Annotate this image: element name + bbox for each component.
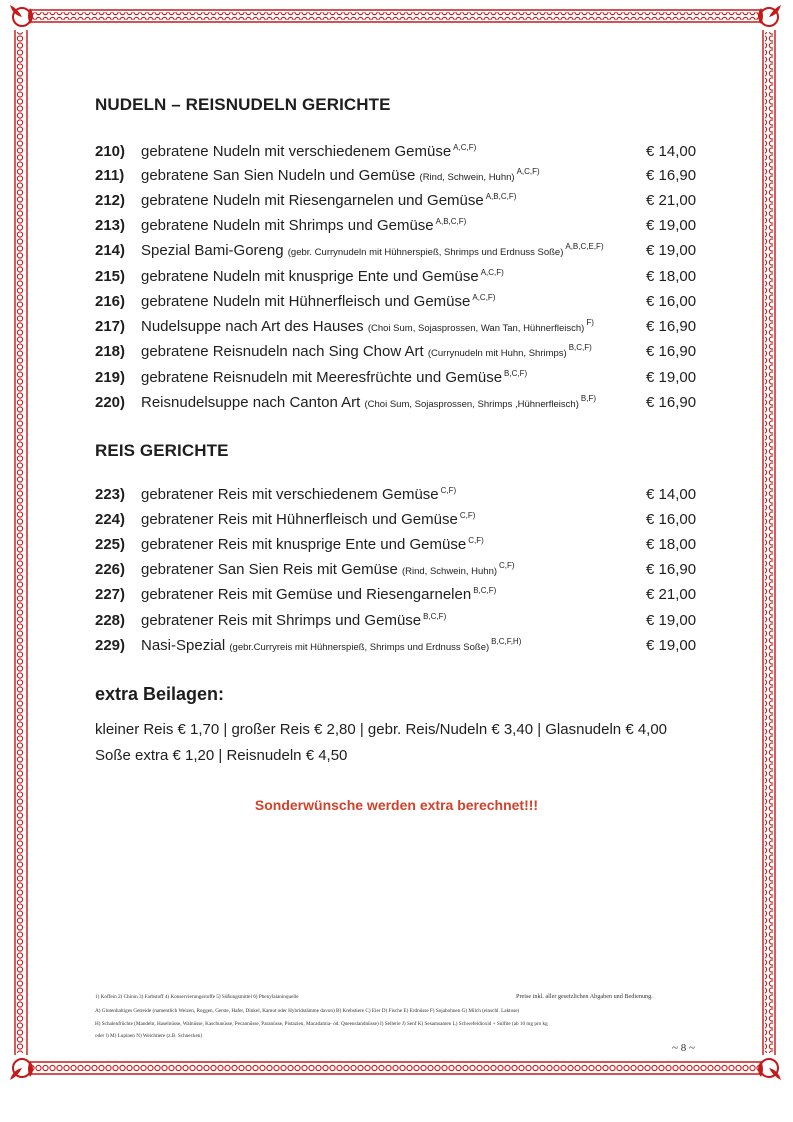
- item-price: € 16,90: [646, 318, 697, 335]
- menu-item: [95, 561, 700, 583]
- dish-name: gebratener Reis mit Hühnerfleisch und Gemüse: [141, 511, 458, 528]
- footnote-line-4: oder l) M) Lupinen N) Weichtiere (z.B. Schnecken): [95, 1033, 203, 1039]
- allergen-codes: B,C,F): [473, 586, 497, 595]
- allergen-codes: B,F): [580, 394, 596, 403]
- item-number: 219): [95, 369, 126, 386]
- allergen-codes: A,B,C,F): [435, 217, 467, 226]
- item-number: 210): [95, 143, 126, 160]
- dish-description: [141, 242, 604, 259]
- menu-item: [95, 242, 700, 264]
- item-price: € 21,00: [646, 586, 697, 603]
- section-title-rice: REIS GERICHTE: [95, 441, 229, 460]
- menu-item: [95, 343, 700, 365]
- dish-detail: (gebr.Curryreis mit Hühnerspieß, Shrimps und Erdnuss Soße): [229, 642, 490, 653]
- allergen-codes: B,C,F): [423, 612, 447, 621]
- allergen-codes: C,F): [499, 561, 515, 570]
- menu-item: [95, 217, 700, 239]
- menu-item: [95, 637, 700, 659]
- dish-description: [141, 612, 446, 629]
- dish-detail: (Currynudeln mit Huhn, Shrimps): [427, 348, 567, 359]
- item-price: € 16,00: [646, 511, 697, 528]
- menu-item: [95, 536, 700, 558]
- menu-item: [95, 192, 700, 214]
- extras-line-1: kleiner Reis € 1,70 | großer Reis € 2,80 | gebr. Reis/Nudeln € 3,40 | Glasnudeln € 4,00: [95, 721, 668, 738]
- menu-item: [95, 586, 700, 608]
- allergen-codes: B,C,F,H): [491, 637, 522, 646]
- item-price: € 16,90: [646, 394, 697, 411]
- footnote-line-1: 1) Koffein 2) Chinin 3) Farbstoff 4) Konservierungsstoffe 5) Süßungsmittel 6) Phenylalaninquelle: [95, 994, 299, 1000]
- dish-description: [141, 637, 521, 654]
- item-number: 215): [95, 268, 126, 285]
- dish-name: Spezial Bami-Goreng: [141, 242, 284, 259]
- dish-description: [141, 586, 496, 603]
- item-number: 214): [95, 242, 126, 259]
- menu-item: [95, 268, 700, 290]
- item-number: 217): [95, 318, 126, 335]
- allergen-codes: C,F): [468, 536, 484, 545]
- item-number: 227): [95, 586, 126, 603]
- allergen-codes: A,C,F): [516, 167, 540, 176]
- dish-name: gebratene Nudeln mit verschiedenem Gemüse: [141, 143, 452, 160]
- item-price: € 18,00: [646, 268, 697, 285]
- item-price: € 21,00: [646, 192, 697, 209]
- allergen-codes: A,B,C,E,F): [565, 242, 604, 251]
- item-number: 223): [95, 486, 126, 503]
- dish-name: gebratene Reisnudeln mit Meeresfrüchte und Gemüse: [141, 369, 503, 386]
- page-number: ~ 8 ~: [672, 1042, 695, 1054]
- dish-name: gebratener Reis mit verschiedenem Gemüse: [141, 486, 439, 503]
- special-requests-notice: Sonderwünsche werden extra berechnet!!!: [254, 797, 539, 813]
- dish-name: gebratener Reis mit Gemüse und Riesengarnelen: [141, 586, 472, 603]
- allergen-codes: C,F): [459, 511, 476, 520]
- allergen-codes: B,C,F): [568, 343, 592, 352]
- menu-item: [95, 293, 700, 315]
- dish-name: Nasi-Spezial: [141, 637, 226, 654]
- dish-description: [141, 394, 596, 411]
- dish-description: [141, 167, 540, 184]
- allergen-codes: F): [586, 318, 594, 327]
- item-price: € 19,00: [646, 242, 697, 259]
- item-number: 216): [95, 293, 126, 310]
- item-number: 218): [95, 343, 126, 360]
- section-title-noodles: NUDELN – REISNUDELN GERICHTE: [95, 95, 391, 114]
- item-price: € 16,90: [646, 561, 697, 578]
- dish-detail: (Choi Sum, Sojasprossen, Wan Tan, Hühnerfleisch): [367, 323, 585, 334]
- dish-description: [141, 268, 504, 285]
- dish-description: [141, 318, 594, 335]
- dish-name: Reisnudelsuppe nach Canton Art: [141, 394, 361, 411]
- dish-description: [141, 511, 475, 528]
- menu-item: [95, 612, 700, 634]
- item-price: € 14,00: [646, 486, 697, 503]
- dish-description: [141, 536, 484, 553]
- dish-description: [141, 293, 495, 310]
- item-price: € 19,00: [646, 217, 697, 234]
- dish-detail: (Rind, Schwein, Huhn): [419, 172, 515, 183]
- dish-detail: (Rind, Schwein, Huhn): [401, 566, 498, 577]
- item-price: € 19,00: [646, 637, 697, 654]
- item-price: € 18,00: [646, 536, 697, 553]
- item-price: € 19,00: [646, 369, 697, 386]
- dish-name: gebratene Nudeln mit Hühnerfleisch und Gemüse: [141, 293, 471, 310]
- menu-item: [95, 167, 700, 189]
- extras-title: extra Beilagen:: [95, 684, 225, 704]
- item-number: 224): [95, 511, 126, 528]
- item-number: 225): [95, 536, 126, 553]
- dish-description: [141, 143, 476, 160]
- allergen-codes: A,C,F): [480, 268, 504, 277]
- footnote-line-2: A) Glutenhaltiges Getreide (namentlich Weizen, Roggen, Gerste, Hafer, Dinkel, Kamut oder Hybridstämme davon) B) Krebstiere C) Eier D) Fische E) Erdnüsse F) Sojabohnen G) Milch (einschl. Laktose): [95, 1008, 520, 1014]
- dish-name: gebratener Reis mit Shrimps und Gemüse: [141, 612, 422, 629]
- dish-description: [141, 369, 527, 386]
- dish-detail: (gebr. Currynudeln mit Hühnerspieß, Shrimps und Erdnuss Soße): [287, 247, 564, 258]
- dish-name: gebratene San Sien Nudeln und Gemüse: [141, 167, 416, 184]
- item-price: € 16,90: [646, 167, 697, 184]
- dish-name: gebratene Nudeln mit Shrimps und Gemüse: [141, 217, 434, 234]
- dish-name: gebratener Reis mit knusprige Ente und Gemüse: [141, 536, 467, 553]
- menu-item: [95, 511, 700, 533]
- item-price: € 16,90: [646, 343, 697, 360]
- menu-item: [95, 394, 700, 416]
- item-number: 229): [95, 637, 126, 654]
- item-number: 213): [95, 217, 126, 234]
- item-number: 220): [95, 394, 126, 411]
- dish-name: Nudelsuppe nach Art des Hauses: [141, 318, 364, 335]
- allergen-codes: C,F): [440, 486, 457, 495]
- allergen-codes: B,C,F): [504, 369, 528, 378]
- menu-item: [95, 318, 700, 340]
- item-number: 212): [95, 192, 126, 209]
- dish-description: [141, 561, 515, 578]
- allergen-codes: A,B,C,F): [485, 192, 517, 201]
- dish-description: [141, 486, 456, 503]
- dish-detail: (Choi Sum, Sojasprossen, Shrimps ,Hühnerfleisch): [364, 399, 579, 410]
- allergen-codes: A,C,F): [453, 143, 477, 152]
- item-price: € 16,00: [646, 293, 697, 310]
- prices-note: Preise inkl. aller gesetzlichen Abgaben und Bedienung.: [516, 993, 653, 1000]
- menu-item: [95, 369, 700, 391]
- item-number: 226): [95, 561, 126, 578]
- dish-name: gebratene Nudeln mit Riesengarnelen und Gemüse: [141, 192, 484, 209]
- item-price: € 14,00: [646, 143, 697, 160]
- menu-item: [95, 486, 700, 508]
- dish-name: gebratener San Sien Reis mit Gemüse: [141, 561, 398, 578]
- menu-item: [95, 143, 700, 165]
- dish-description: [141, 192, 516, 209]
- dish-name: gebratene Reisnudeln nach Sing Chow Art: [141, 343, 424, 360]
- footnote-line-3: H) Schalenfrüchte (Mandeln, Haselnüsse, Walnüsse, Kaschunüsse, Pecannüsse, Paranüsse, Pistazien, Macadamia- od. Queenslandnüsse) I) Sellerie J) Senf K) Sesamsamen L) Schwefeldioxid + Sulfite (ab 10 mg pro kg: [95, 1021, 548, 1027]
- dish-description: [141, 217, 466, 234]
- dish-name: gebratene Nudeln mit knusprige Ente und Gemüse: [141, 268, 479, 285]
- item-price: € 19,00: [646, 612, 697, 629]
- allergen-codes: A,C,F): [472, 293, 496, 302]
- dish-description: [141, 343, 592, 360]
- extras-line-2: Soße extra € 1,20 | Reisnudeln € 4,50: [95, 747, 348, 764]
- item-number: 211): [95, 167, 125, 184]
- item-number: 228): [95, 612, 126, 629]
